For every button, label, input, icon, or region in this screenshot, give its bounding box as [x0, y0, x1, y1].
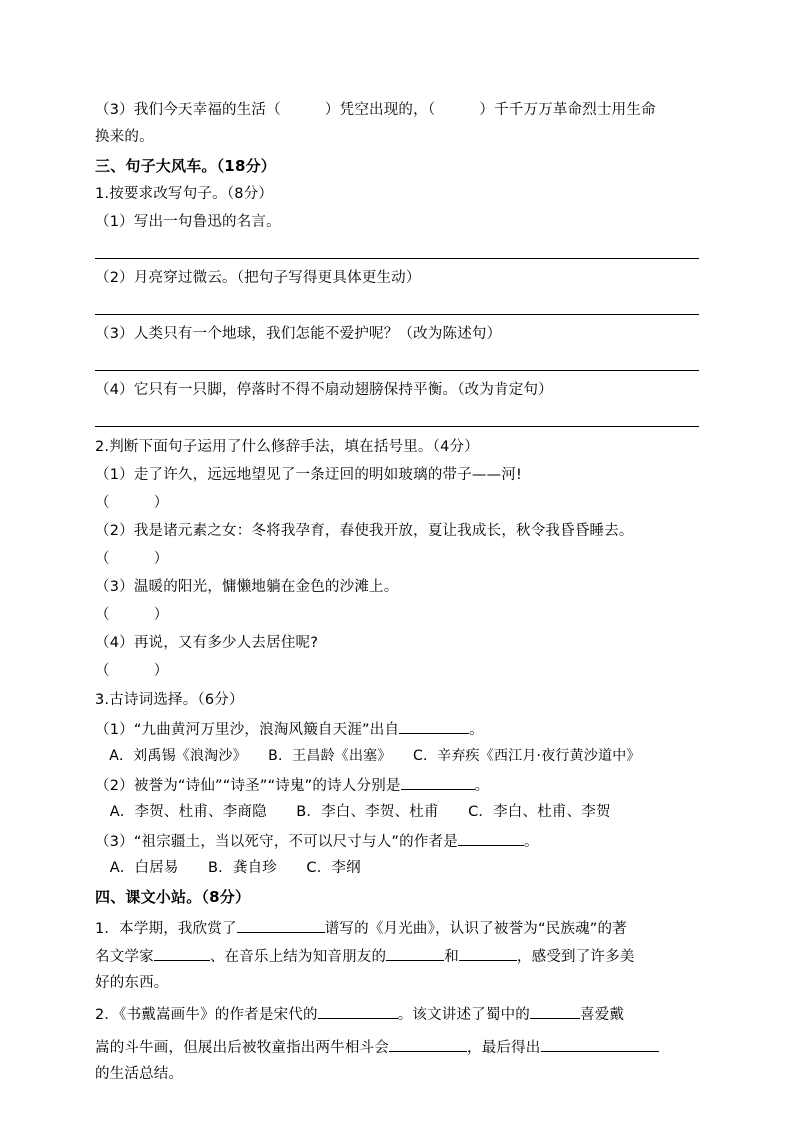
task-2-heading: 2.判断下面句子运用了什么修辞手法，填在括号里。（4分） — [95, 439, 479, 455]
question-text: （2）被誉为“诗仙”“诗圣”“诗鬼”的诗人分别是 — [95, 778, 401, 794]
answer-line[interactable] — [95, 314, 699, 315]
question-text: 名文学家 — [95, 949, 154, 965]
poem-options-1: A．刘禹锡《浪淘沙》 B．王昌龄《出塞》 C．辛弃疾《西江月·夜行黄沙道中》 — [95, 748, 641, 764]
lesson-question-1 — [95, 917, 627, 939]
poem-question-2 — [95, 774, 489, 796]
lesson-question-1-cont — [95, 945, 635, 967]
question-text: （1）“九曲黄河万里沙，浪淘风簸自天涯”出自 — [95, 722, 400, 738]
fill-blank[interactable] — [459, 945, 517, 961]
question-text: （3）“祖宗疆土，当以死守，不可以尺寸与人”的作者是 — [95, 834, 458, 850]
question-text-end: 。 — [523, 834, 539, 850]
question-text: 、在音乐上结为知音朋友的 — [209, 949, 387, 965]
answer-line[interactable] — [95, 426, 699, 427]
poem-question-3 — [95, 830, 539, 852]
question-text: ，感受到了许多美 — [516, 949, 635, 965]
fill-blank[interactable] — [530, 1003, 580, 1019]
rhetoric-item-2: （2）我是诸元素之女：冬将我孕育，春使我开放，夏让我成长，秋令我昏昏睡去。 — [95, 523, 634, 539]
section-3-heading: 三、句子大风车。（18分） — [95, 157, 276, 175]
fill-blank[interactable] — [399, 718, 469, 734]
rhetoric-item-1: （1）走了许久，远远地望见了一条迂回的明如玻璃的带子——河! — [95, 467, 523, 483]
rhetoric-item-4: （4）再说，又有多少人去居住呢? — [95, 635, 319, 651]
rewrite-item-3: （3）人类只有一个地球，我们怎能不爱护呢？（改为陈述句） — [95, 326, 502, 342]
answer-line[interactable] — [95, 258, 699, 259]
fill-blank[interactable] — [458, 830, 524, 846]
lesson-question-2 — [95, 1003, 624, 1025]
question-text: 。该文讲述了蜀中的 — [397, 1007, 530, 1023]
task-3-heading: 3.古诗词选择。（6分） — [95, 692, 244, 708]
rewrite-item-2: （2）月亮穿过微云。（把句子写得更具体更生动） — [95, 270, 421, 286]
lesson-question-2-end: 的生活总结。 — [95, 1066, 184, 1082]
question-text-end: 。 — [469, 722, 484, 738]
poem-question-1 — [95, 718, 484, 740]
lesson-question-1-end: 好的东西。 — [95, 975, 169, 991]
task-1-heading: 1.按要求改写句子。（8分） — [95, 186, 274, 202]
question-text-end: 。 — [474, 778, 490, 794]
fill-blank[interactable] — [389, 1036, 467, 1052]
answer-bracket[interactable]: （ ） — [95, 607, 169, 623]
fill-blank[interactable] — [386, 945, 444, 961]
poem-options-3: A．白居易 B．龚自珍 C．李纲 — [95, 860, 361, 876]
rhetoric-item-3: （3）温暖的阳光，慵懒地躺在金色的沙滩上。 — [95, 579, 399, 595]
fill-blank[interactable] — [237, 917, 325, 933]
fill-blank[interactable] — [318, 1003, 398, 1019]
answer-bracket[interactable]: （ ） — [95, 663, 169, 679]
question-text: ，最后得出 — [467, 1040, 541, 1056]
fill-blank[interactable] — [401, 774, 475, 790]
question-text: 谱写的《月光曲》，认识了被誉为“民族魂”的著 — [324, 921, 627, 937]
question-text: 1．本学期，我欣赏了 — [95, 921, 237, 937]
question-text: 和 — [444, 949, 459, 965]
question-3-line-cont: 换来的。 — [95, 129, 154, 145]
fill-blank[interactable] — [154, 945, 210, 961]
poem-options-2: A．李贺、杜甫、李商隐 B．李白、李贺、杜甫 C．李白、杜甫、李贺 — [95, 804, 611, 820]
section-4-heading: 四、课文小站。（8分） — [95, 888, 251, 906]
question-text: 喜爱戴 — [580, 1007, 625, 1023]
answer-bracket[interactable]: （ ） — [95, 495, 169, 511]
answer-line[interactable] — [95, 370, 699, 371]
lesson-question-2-cont — [95, 1036, 659, 1058]
rewrite-item-1: （1）写出一句鲁迅的名言。 — [95, 214, 281, 230]
question-text: 2．《书戴嵩画牛》的作者是宋代的 — [95, 1007, 318, 1023]
rewrite-item-4: （4）它只有一只脚，停落时不得不扇动翅膀保持平衡。（改为肯定句） — [95, 382, 553, 398]
answer-bracket[interactable]: （ ） — [95, 551, 169, 567]
question-text: 嵩的斗牛画，但展出后被牧童指出两牛相斗会 — [95, 1040, 389, 1056]
question-3-line: （3）我们今天幸福的生活（ ）凭空出现的，（ ）千千万万革命烈士用生命 — [95, 102, 656, 118]
fill-blank[interactable] — [541, 1036, 659, 1052]
